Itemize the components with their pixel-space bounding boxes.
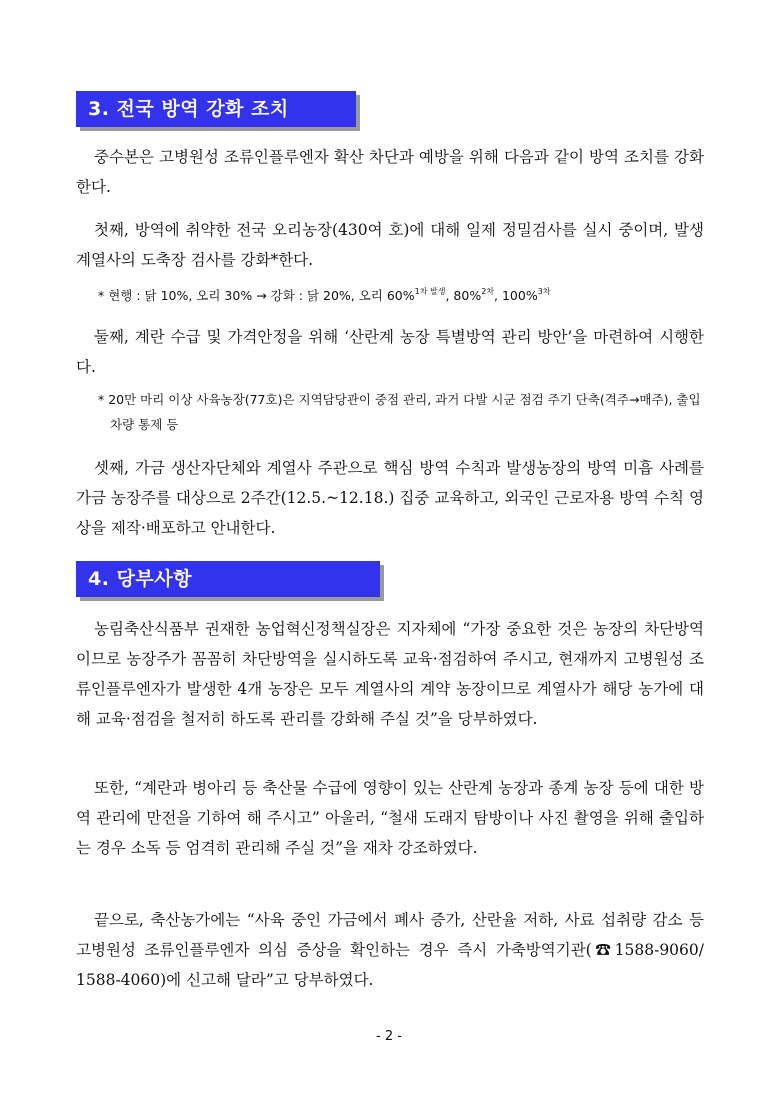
section-3-item-second: 둘째, 계란 수급 및 가격안정을 위해 ‘산란계 농장 특별방역 관리 방안’을 마련하여 시행한다. [76, 328, 704, 376]
section-3-note-layer-farms: * 20만 마리 이상 사육농장(77호)은 지역담당관이 중점 관리, 과거 다발 시군 점검 주기 단축(격주→매주), 출입 차량 통제 등 [98, 392, 701, 432]
section-3-intro: 중수본은 고병원성 조류인플루엔자 확산 차단과 예방을 위해 다음과 같이 방역 조치를 강화한다. [76, 148, 704, 196]
section-4-heading: 4. 당부사항 [76, 561, 380, 597]
section-3-heading: 3. 전국 방역 강화 조치 [76, 91, 356, 127]
section-4-request: 농림축산식품부 권재한 농업혁신정책실장은 지자체에 “가장 중요한 것은 농장의 차단방역이므로 농장주가 꼼꼼히 차단방역을 실시하도록 교육·점검하여 주시고, 현재까지 고병원성 조류인플루엔자가 발생한 4개 농장은 모두 계열사의 계약 농장이므로 계열사가 해당 농가에 대해 교육·점검을 철저히 하도록 관리를 강화해 주실 것”을 당부하였다. [76, 620, 704, 728]
section-4-also: 또한, “계란과 병아리 등 축산물 수급에 영향이 있는 산란계 농장과 종계 농장 등에 대한 방역 관리에 만전을 기하여 해 주시고” 아울러, “철새 도래지 탐방이나 사진 촬영을 위해 출입하는 경우 소독 등 엄격히 관리해 주실 것”을 재차 강조하였다. [76, 779, 704, 857]
section-4-finally: 끝으로, 축산농가에는 “사육 중인 가금에서 폐사 증가, 산란율 저하, 사료 섭취량 감소 등 고병원성 조류인플루엔자 의심 증상을 확인하는 경우 즉시 가축방역기관(☎1588-9060/ 1588-4060)에 신고해 달라”고 당부하였다. [76, 911, 704, 989]
section-3-item-first: 첫째, 방역에 취약한 전국 오리농장(430여 호)에 대해 일제 정밀검사를 실시 중이며, 발생 계열사의 도축장 검사를 강화*한다. [76, 221, 704, 269]
section-3-item-third: 셋째, 가금 생산자단체와 계열사 주관으로 핵심 방역 수칙과 발생농장의 방역 미흡 사례를 가금 농장주를 대상으로 2주간(12.5.~12.18.) 집중 교육하고, 외국인 근로자용 방역 수칙 영상을 제작·배포하고 안내한다. [76, 459, 704, 537]
page-number: - 2 - [376, 1029, 402, 1044]
section-3-note-testing: * 현행 : 닭 10%, 오리 30% → 강화 : 닭 20%, 오리 60%$^{1차 발생}$, 80%$^{2차}$, 100%$^{3차}$ [98, 287, 551, 303]
